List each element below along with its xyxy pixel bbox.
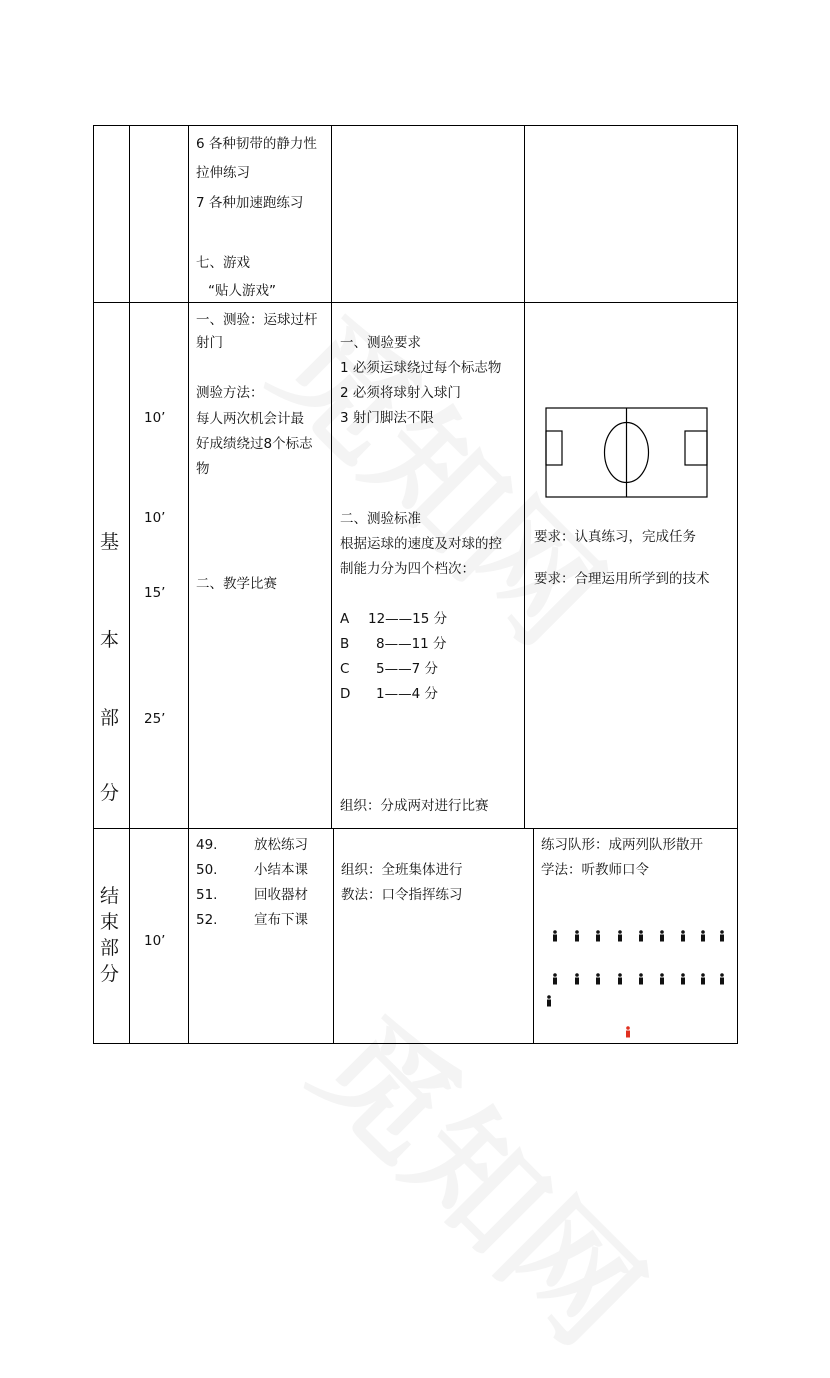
section-label-char: 结 (100, 885, 120, 907)
grade-range: 12——15 分 (368, 611, 448, 627)
standard-text: 制能力分为四个档次： (340, 561, 475, 577)
grade-range: 1——4 分 (376, 686, 438, 702)
grade-letter: D (340, 686, 351, 702)
teacher-figure (626, 1026, 630, 1037)
time-value: 15’ (144, 585, 166, 601)
item-text: 宣布下课 (254, 912, 308, 928)
item-number: 49. (196, 837, 218, 853)
requirement-item: 1 必须运球绕过每个标志物 (340, 360, 502, 376)
requirement-note: 要求：合理运用所学到的技术 (534, 571, 710, 587)
grade-letter: C (340, 661, 350, 677)
student-figure (701, 973, 705, 984)
requirement-note: 要求：认真练习，完成任务 (534, 529, 696, 545)
student-figure (639, 973, 643, 984)
method-text: 好成绩绕过8个标志 (196, 436, 313, 452)
time-value: 10’ (144, 510, 166, 526)
requirement-title: 一、测验要求 (340, 335, 421, 351)
content-line: 7 各种加速跑练习 (196, 195, 304, 211)
item-number: 52. (196, 912, 218, 928)
student-figure (575, 930, 579, 941)
student-figure (553, 930, 557, 941)
student-figure (681, 930, 685, 941)
standard-text: 根据运球的速度及对球的控 (340, 536, 502, 552)
formation-text: 练习队形：成两列队形散开 (541, 837, 703, 853)
organize-text: 组织：分成两对进行比赛 (340, 798, 489, 814)
student-figure (660, 973, 664, 984)
time-value: 10’ (144, 933, 166, 949)
item-text: 放松练习 (254, 837, 308, 853)
student-figure (618, 973, 622, 984)
requirement-item: 2 必须将球射入球门 (340, 385, 461, 401)
section-label-char: 基 (100, 531, 120, 553)
test-title: 一、测验：运球过杆 (196, 312, 318, 328)
content-line: 七、游戏 (196, 255, 250, 271)
student-figure (720, 930, 724, 941)
section-label-char: 部 (100, 937, 120, 959)
content-line: 6 各种韧带的静力性 (196, 136, 317, 152)
test-title: 射门 (196, 335, 223, 351)
organize-text: 组织：全班集体进行 (341, 862, 463, 878)
item-text: 小结本课 (254, 862, 308, 878)
formation-figures (547, 930, 724, 1037)
student-figure (701, 930, 705, 941)
section-label-char: 分 (100, 963, 120, 985)
grade-range: 5——7 分 (376, 661, 438, 677)
content-line: 拉伸练习 (196, 165, 250, 181)
student-figure (720, 973, 724, 984)
content-line: “贴人游戏” (208, 283, 276, 299)
grade-range: 8——11 分 (376, 636, 447, 652)
student-figure (553, 973, 557, 984)
student-figure (618, 930, 622, 941)
method-text: 物 (196, 461, 210, 477)
item-number: 50. (196, 862, 218, 878)
method-text: 每人两次机会计最 (196, 411, 304, 427)
section-label-char: 本 (100, 629, 120, 651)
student-figure (547, 995, 551, 1006)
match-title: 二、教学比赛 (196, 576, 277, 592)
item-number: 51. (196, 887, 218, 903)
method-text: 教法：口令指挥练习 (341, 887, 463, 903)
soccer-field-diagram (546, 408, 707, 497)
requirement-item: 3 射门脚法不限 (340, 410, 434, 426)
standard-title: 二、测验标准 (340, 511, 421, 527)
section-label-char: 分 (100, 782, 120, 804)
item-text: 回收器材 (254, 887, 308, 903)
grade-letter: A (340, 611, 350, 627)
student-figure (596, 973, 600, 984)
time-value: 10’ (144, 410, 166, 426)
student-figure (660, 930, 664, 941)
student-figure (681, 973, 685, 984)
grade-letter: B (340, 636, 350, 652)
section-label-char: 束 (100, 911, 120, 933)
study-text: 学法：听教师口令 (541, 862, 649, 878)
student-figure (575, 973, 579, 984)
section-label-char: 部 (100, 707, 120, 729)
time-value: 25’ (144, 711, 166, 727)
student-figure (639, 930, 643, 941)
student-figure (596, 930, 600, 941)
method-label: 测验方法： (196, 385, 264, 401)
